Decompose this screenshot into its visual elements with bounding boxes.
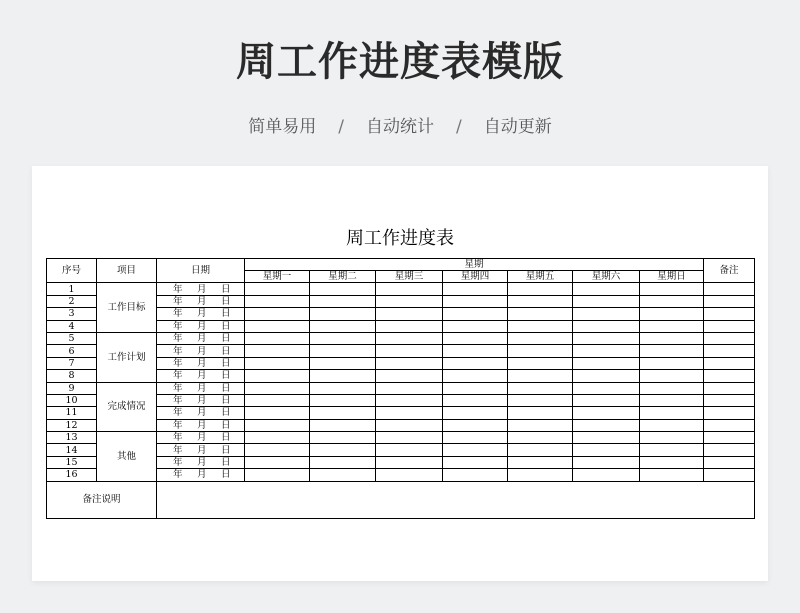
weekday-cell[interactable] — [310, 394, 376, 406]
weekday-cell[interactable] — [245, 308, 310, 320]
date-year-label: 年 — [173, 444, 183, 456]
weekday-cell[interactable] — [376, 394, 443, 406]
weekday-cell[interactable] — [443, 370, 508, 382]
weekday-cell[interactable] — [245, 295, 310, 307]
header-weekday: 星期日 — [640, 271, 704, 283]
remark-cell[interactable] — [704, 394, 755, 406]
date-cell[interactable] — [157, 308, 245, 320]
date-cell[interactable] — [157, 283, 245, 295]
subtitle-item: 自动更新 — [483, 117, 552, 137]
date-cell[interactable] — [157, 382, 245, 394]
date-year-label: 年 — [173, 407, 183, 419]
table-row — [47, 432, 755, 444]
weekday-cell[interactable] — [376, 407, 443, 419]
table-row — [47, 332, 755, 344]
header-remark: 备注 — [704, 259, 755, 283]
weekday-cell[interactable] — [573, 456, 640, 468]
weekday-cell[interactable] — [310, 407, 376, 419]
weekday-cell[interactable] — [245, 357, 310, 369]
date-day-label: 日 — [221, 320, 231, 332]
date-day-label: 日 — [221, 469, 231, 481]
weekday-cell[interactable] — [640, 469, 704, 481]
remark-cell[interactable] — [704, 469, 755, 481]
weekday-cell[interactable] — [573, 407, 640, 419]
weekday-cell[interactable] — [443, 444, 508, 456]
weekday-cell[interactable] — [310, 432, 376, 444]
header-weekday: 星期六 — [573, 271, 640, 283]
weekday-cell[interactable] — [376, 456, 443, 468]
table-row — [47, 382, 755, 394]
weekday-cell[interactable] — [640, 332, 704, 344]
row-group-label: 其他 — [97, 432, 157, 482]
weekday-cell[interactable] — [443, 357, 508, 369]
weekday-cell[interactable] — [376, 432, 443, 444]
weekday-cell[interactable] — [245, 419, 310, 431]
weekday-cell[interactable] — [376, 345, 443, 357]
date-day-label: 日 — [221, 283, 231, 295]
weekday-cell[interactable] — [245, 320, 310, 332]
footer-notes-cell[interactable] — [157, 481, 755, 518]
date-cell[interactable] — [157, 320, 245, 332]
progress-table — [46, 258, 755, 519]
subtitle-separator: / — [338, 117, 344, 137]
date-day-label: 日 — [221, 457, 231, 469]
weekday-cell[interactable] — [443, 308, 508, 320]
date-cell[interactable] — [157, 295, 245, 307]
weekday-cell[interactable] — [310, 419, 376, 431]
date-cell[interactable] — [157, 357, 245, 369]
weekday-cell[interactable] — [376, 332, 443, 344]
weekday-cell[interactable] — [443, 394, 508, 406]
weekday-cell[interactable] — [573, 432, 640, 444]
weekday-cell[interactable] — [443, 320, 508, 332]
weekday-cell[interactable] — [245, 444, 310, 456]
weekday-cell[interactable] — [573, 382, 640, 394]
row-group-label: 工作计划 — [97, 332, 157, 382]
weekday-cell[interactable] — [640, 345, 704, 357]
date-cell[interactable] — [157, 432, 245, 444]
date-cell[interactable] — [157, 394, 245, 406]
date-month-label: 月 — [197, 469, 207, 481]
weekday-cell[interactable] — [376, 444, 443, 456]
weekday-cell[interactable] — [443, 295, 508, 307]
weekday-cell[interactable] — [310, 370, 376, 382]
weekday-cell[interactable] — [508, 308, 573, 320]
document-sheet — [32, 166, 768, 581]
weekday-cell[interactable] — [573, 394, 640, 406]
weekday-cell[interactable] — [245, 345, 310, 357]
weekday-cell[interactable] — [640, 283, 704, 295]
date-cell[interactable] — [157, 370, 245, 382]
header-week: 星期 — [245, 259, 704, 271]
row-seq: 9 — [47, 382, 97, 394]
weekday-cell[interactable] — [640, 432, 704, 444]
date-day-label: 日 — [221, 345, 231, 357]
remark-cell[interactable] — [704, 432, 755, 444]
remark-cell[interactable] — [704, 444, 755, 456]
date-month-label: 月 — [197, 444, 207, 456]
date-month-label: 月 — [197, 419, 207, 431]
date-day-label: 日 — [221, 382, 231, 394]
date-day-label: 日 — [221, 295, 231, 307]
row-seq: 4 — [47, 320, 97, 332]
weekday-cell[interactable] — [310, 283, 376, 295]
date-day-label: 日 — [221, 419, 231, 431]
weekday-cell[interactable] — [443, 382, 508, 394]
weekday-cell[interactable] — [245, 456, 310, 468]
weekday-cell[interactable] — [376, 320, 443, 332]
weekday-cell[interactable] — [508, 283, 573, 295]
subtitle-item: 简单易用 — [248, 117, 317, 137]
remark-cell[interactable] — [704, 370, 755, 382]
date-month-label: 月 — [197, 382, 207, 394]
date-month-label: 月 — [197, 370, 207, 382]
date-month-label: 月 — [197, 345, 207, 357]
weekday-cell[interactable] — [310, 382, 376, 394]
weekday-cell[interactable] — [573, 357, 640, 369]
weekday-cell[interactable] — [640, 394, 704, 406]
date-year-label: 年 — [173, 370, 183, 382]
date-day-label: 日 — [221, 407, 231, 419]
date-cell[interactable] — [157, 456, 245, 468]
header-seq: 序号 — [47, 259, 97, 283]
weekday-cell[interactable] — [310, 345, 376, 357]
date-month-label: 月 — [197, 320, 207, 332]
weekday-cell[interactable] — [245, 394, 310, 406]
date-year-label: 年 — [173, 333, 183, 345]
date-month-label: 月 — [197, 283, 207, 295]
remark-cell[interactable] — [704, 345, 755, 357]
subtitle-item: 自动统计 — [366, 117, 434, 137]
date-month-label: 月 — [197, 457, 207, 469]
page-title: 周工作进度表模版 — [236, 39, 564, 85]
row-seq: 3 — [47, 308, 97, 320]
date-month-label: 月 — [197, 395, 207, 407]
weekday-cell[interactable] — [443, 469, 508, 481]
date-month-label: 月 — [197, 432, 207, 444]
remark-cell[interactable] — [704, 295, 755, 307]
weekday-cell[interactable] — [573, 444, 640, 456]
weekday-cell[interactable] — [573, 469, 640, 481]
header-item: 项目 — [97, 259, 157, 283]
weekday-cell[interactable] — [245, 469, 310, 481]
date-cell[interactable] — [157, 419, 245, 431]
weekday-cell[interactable] — [508, 370, 573, 382]
weekday-cell[interactable] — [508, 382, 573, 394]
date-day-label: 日 — [221, 370, 231, 382]
weekday-cell[interactable] — [508, 295, 573, 307]
date-year-label: 年 — [173, 382, 183, 394]
header-date: 日期 — [157, 259, 245, 283]
date-year-label: 年 — [173, 308, 183, 320]
remark-cell[interactable] — [704, 308, 755, 320]
weekday-cell[interactable] — [245, 407, 310, 419]
row-seq: 8 — [47, 370, 97, 382]
remark-cell[interactable] — [704, 320, 755, 332]
weekday-cell[interactable] — [443, 345, 508, 357]
weekday-cell[interactable] — [443, 432, 508, 444]
weekday-cell[interactable] — [508, 407, 573, 419]
weekday-cell[interactable] — [245, 382, 310, 394]
weekday-cell[interactable] — [640, 456, 704, 468]
remark-cell[interactable] — [704, 407, 755, 419]
date-year-label: 年 — [173, 419, 183, 431]
row-group-label: 工作目标 — [97, 283, 157, 333]
date-cell[interactable] — [157, 469, 245, 481]
table-body — [47, 283, 755, 518]
weekday-cell[interactable] — [573, 370, 640, 382]
date-day-label: 日 — [221, 308, 231, 320]
footer-row — [47, 481, 755, 518]
date-month-label: 月 — [197, 407, 207, 419]
row-seq: 13 — [47, 432, 97, 444]
weekday-cell[interactable] — [640, 357, 704, 369]
date-day-label: 日 — [221, 357, 231, 369]
row-seq: 7 — [47, 357, 97, 369]
date-day-label: 日 — [221, 444, 231, 456]
weekday-cell[interactable] — [376, 295, 443, 307]
header-weekday: 星期四 — [443, 271, 508, 283]
date-year-label: 年 — [173, 469, 183, 481]
row-seq: 16 — [47, 469, 97, 481]
weekday-cell[interactable] — [508, 332, 573, 344]
header-weekday: 星期五 — [508, 271, 573, 283]
date-day-label: 日 — [221, 333, 231, 345]
date-cell[interactable] — [157, 345, 245, 357]
weekday-cell[interactable] — [310, 295, 376, 307]
weekday-cell[interactable] — [443, 456, 508, 468]
weekday-cell[interactable] — [443, 332, 508, 344]
row-seq: 2 — [47, 295, 97, 307]
weekday-cell[interactable] — [310, 332, 376, 344]
date-day-label: 日 — [221, 432, 231, 444]
weekday-cell[interactable] — [573, 345, 640, 357]
date-month-label: 月 — [197, 308, 207, 320]
weekday-cell[interactable] — [573, 320, 640, 332]
date-month-label: 月 — [197, 333, 207, 345]
weekday-cell[interactable] — [573, 332, 640, 344]
weekday-cell[interactable] — [376, 419, 443, 431]
footer-label: 备注说明 — [47, 481, 157, 518]
weekday-cell[interactable] — [310, 444, 376, 456]
remark-cell[interactable] — [704, 357, 755, 369]
weekday-cell[interactable] — [640, 407, 704, 419]
weekday-cell[interactable] — [640, 308, 704, 320]
date-year-label: 年 — [173, 457, 183, 469]
weekday-cell[interactable] — [310, 308, 376, 320]
row-seq: 15 — [47, 456, 97, 468]
weekday-cell[interactable] — [508, 320, 573, 332]
date-cell[interactable] — [157, 332, 245, 344]
weekday-cell[interactable] — [508, 444, 573, 456]
date-day-label: 日 — [221, 395, 231, 407]
weekday-cell[interactable] — [640, 320, 704, 332]
weekday-cell[interactable] — [245, 432, 310, 444]
remark-cell[interactable] — [704, 456, 755, 468]
weekday-cell[interactable] — [640, 444, 704, 456]
row-group-label: 完成情况 — [97, 382, 157, 432]
weekday-cell[interactable] — [310, 357, 376, 369]
row-seq: 6 — [47, 345, 97, 357]
header-weekday: 星期一 — [245, 271, 310, 283]
date-cell[interactable] — [157, 407, 245, 419]
weekday-cell[interactable] — [376, 370, 443, 382]
remark-cell[interactable] — [704, 382, 755, 394]
remark-cell[interactable] — [704, 332, 755, 344]
weekday-cell[interactable] — [443, 283, 508, 295]
subtitle-separator: / — [456, 117, 462, 137]
page-subtitle — [0, 112, 800, 137]
weekday-cell[interactable] — [573, 283, 640, 295]
weekday-cell[interactable] — [508, 394, 573, 406]
weekday-cell[interactable] — [640, 419, 704, 431]
table-row — [47, 283, 755, 295]
weekday-cell[interactable] — [310, 320, 376, 332]
weekday-cell[interactable] — [376, 382, 443, 394]
weekday-cell[interactable] — [376, 469, 443, 481]
weekday-cell[interactable] — [245, 332, 310, 344]
weekday-cell[interactable] — [573, 295, 640, 307]
date-year-label: 年 — [173, 432, 183, 444]
date-year-label: 年 — [173, 357, 183, 369]
date-year-label: 年 — [173, 283, 183, 295]
date-cell[interactable] — [157, 444, 245, 456]
weekday-cell[interactable] — [508, 345, 573, 357]
weekday-cell[interactable] — [376, 283, 443, 295]
date-year-label: 年 — [173, 295, 183, 307]
weekday-cell[interactable] — [376, 357, 443, 369]
header-weekday: 星期三 — [376, 271, 443, 283]
weekday-cell[interactable] — [310, 469, 376, 481]
date-year-label: 年 — [173, 345, 183, 357]
row-seq: 1 — [47, 283, 97, 295]
weekday-cell[interactable] — [376, 308, 443, 320]
weekday-cell[interactable] — [508, 419, 573, 431]
row-seq: 12 — [47, 419, 97, 431]
row-seq: 14 — [47, 444, 97, 456]
date-year-label: 年 — [173, 320, 183, 332]
weekday-cell[interactable] — [443, 419, 508, 431]
weekday-cell[interactable] — [508, 469, 573, 481]
row-seq: 10 — [47, 394, 97, 406]
weekday-cell[interactable] — [573, 308, 640, 320]
weekday-cell[interactable] — [640, 295, 704, 307]
weekday-cell[interactable] — [245, 283, 310, 295]
weekday-cell[interactable] — [640, 382, 704, 394]
weekday-cell[interactable] — [443, 407, 508, 419]
remark-cell[interactable] — [704, 419, 755, 431]
date-year-label: 年 — [173, 395, 183, 407]
header-weekday: 星期二 — [310, 271, 376, 283]
date-month-label: 月 — [197, 295, 207, 307]
weekday-cell[interactable] — [640, 370, 704, 382]
weekday-cell[interactable] — [508, 456, 573, 468]
document-title: 周工作进度表 — [346, 228, 454, 249]
row-seq: 5 — [47, 332, 97, 344]
date-month-label: 月 — [197, 357, 207, 369]
weekday-cell[interactable] — [245, 370, 310, 382]
row-seq: 11 — [47, 407, 97, 419]
weekday-cell[interactable] — [573, 419, 640, 431]
weekday-cell[interactable] — [508, 432, 573, 444]
remark-cell[interactable] — [704, 283, 755, 295]
weekday-cell[interactable] — [508, 357, 573, 369]
weekday-cell[interactable] — [310, 456, 376, 468]
